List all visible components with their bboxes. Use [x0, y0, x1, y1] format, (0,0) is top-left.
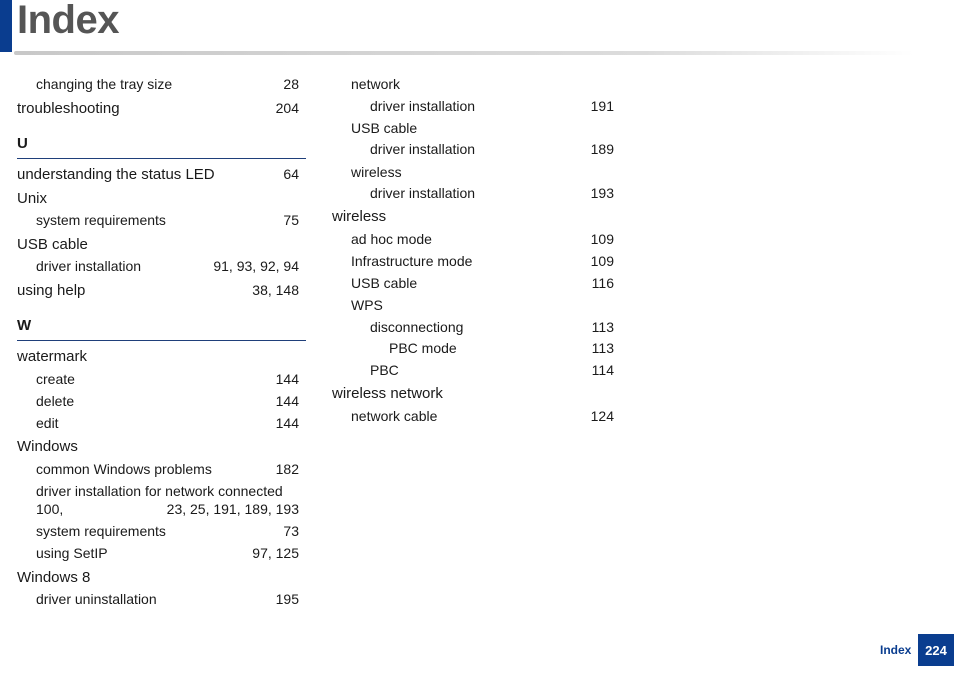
index-entry: driver uninstallation 195: [36, 591, 299, 607]
page-number: 224: [925, 642, 947, 658]
index-entry: USB cable: [17, 235, 88, 253]
index-entry: driver installation 91, 93, 92, 94: [36, 258, 299, 274]
page-number-badge: [918, 634, 954, 666]
index-entry: edit 144: [36, 415, 299, 431]
index-entry: Windows: [17, 437, 78, 455]
index-entry: Windows 8: [17, 568, 91, 586]
index-entry: create 144: [36, 371, 299, 387]
index-entry: system requirements 73: [36, 523, 299, 539]
index-entry: Infrastructure mode 109: [351, 253, 614, 269]
index-entry: USB cable 116: [351, 275, 614, 291]
index-entry: network: [351, 76, 401, 92]
index-entry: using help 38, 148: [17, 281, 299, 299]
index-entry: changing the tray size 28: [36, 76, 299, 92]
header-accent-bar: [0, 0, 12, 52]
footer-section-label: Index: [880, 643, 912, 657]
index-entry: wireless network: [332, 384, 443, 402]
page-title: Index: [17, 0, 119, 42]
index-entry: WPS: [351, 297, 383, 313]
index-entry: ad hoc mode 109: [351, 231, 614, 247]
index-entry: driver installation for network connected 100, 23, 25, 191, 189, 193: [36, 483, 299, 517]
index-entry: delete 144: [36, 393, 299, 409]
index-letter-heading: U: [17, 134, 306, 159]
index-entry: disconnectiong 113: [370, 319, 614, 335]
index-entry: common Windows problems 182: [36, 461, 299, 477]
index-entry: PBC mode 113: [389, 340, 614, 356]
index-entry: Unix: [17, 189, 48, 207]
index-letter-heading: W: [17, 316, 306, 341]
index-entry: system requirements 75: [36, 212, 299, 228]
index-entry: USB cable: [351, 120, 418, 136]
index-entry: network cable 124: [351, 408, 614, 424]
index-entry: understanding the status LED 64: [17, 165, 299, 183]
index-entry: driver installation 189: [370, 141, 614, 157]
index-column-right: [332, 0, 621, 675]
index-entry: driver installation 191: [370, 98, 614, 114]
index-entry: wireless: [351, 164, 402, 180]
index-entry: watermark: [17, 347, 88, 365]
index-entry: driver installation 193: [370, 185, 614, 201]
index-entry: PBC 114: [370, 362, 614, 378]
index-entry: wireless: [332, 207, 387, 225]
index-column-left: [17, 0, 306, 675]
index-entry: troubleshooting 204: [17, 99, 299, 117]
index-entry: using SetIP 97, 125: [36, 545, 299, 561]
